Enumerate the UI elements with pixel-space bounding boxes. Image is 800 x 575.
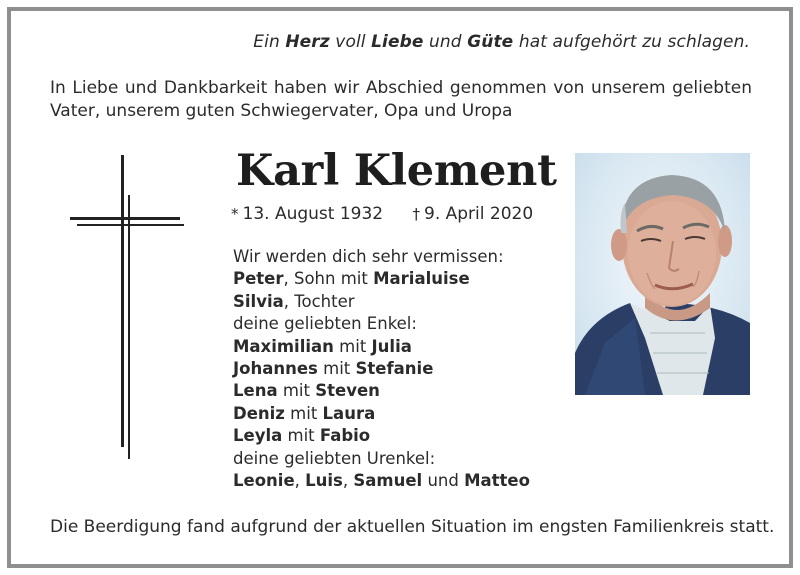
mourner-name: Johannes [233,359,318,379]
motto-word: hat aufgehört zu schlagen. [518,32,750,52]
death-date [413,204,534,224]
cross-stroke [70,217,180,220]
mourner-name: Stefanie [355,359,434,379]
mourner-name: Marialuise [373,269,470,289]
mourner-name: Peter [233,269,284,289]
mourners-list [233,246,530,492]
mourner-name: Silvia [233,291,284,311]
portrait-illustration [575,153,750,395]
mourner-line [233,268,530,290]
birth-date [231,204,383,224]
mourner-name: Leyla [233,426,283,446]
mourners-heading: Wir werden dich sehr vermissen: [233,247,504,266]
connector-word: mit [282,381,310,401]
mourner-line [233,358,530,380]
birth-star-icon: * [231,205,239,223]
mourner-name: Laura [322,403,376,423]
mourner-name: Matteo [464,471,530,491]
mourner-name: Fabio [319,426,371,446]
connector-word: mit [323,359,351,379]
motto [253,32,750,52]
motto-word: voll [335,32,366,52]
mourner-line [233,425,530,447]
mourner-line [233,291,530,313]
mourner-name: Samuel [353,471,423,491]
great-grandchildren-label: deine geliebten Urenkel: [233,448,436,468]
cross-stroke [121,155,124,447]
intro-text [50,77,752,123]
mourner-line [233,403,530,425]
death-date-text: 9. April 2020 [424,204,534,224]
motto-word-bold: Liebe [371,32,424,52]
mourner-line [233,336,530,358]
cross-stroke [77,224,184,226]
motto-word: und [429,32,462,52]
cross-stroke [128,195,130,459]
intro-line: Vater, unserem guten Schwiegervater, Opa und Uropa [50,101,513,121]
mourner-line: Leonie, Luis, Samuel und Matteo [233,471,530,491]
birth-date-text: 13. August 1932 [242,204,384,224]
mourner-name: Luis [305,471,343,491]
mourner-name: Deniz [233,403,285,423]
mourner-name: Steven [315,381,380,401]
mourner-relation: , Sohn mit [283,269,374,289]
portrait-photo [575,153,750,395]
motto-word: Ein [253,32,280,52]
deceased-name: Karl Klement [236,146,557,196]
grandchildren-label: deine geliebten Enkel: [233,314,417,334]
connector-word: mit [290,403,318,423]
life-dates [231,204,533,224]
mourner-line [233,380,530,402]
intro-line: In Liebe und Dankbarkeit haben wir Abschied genommen von unserem geliebten [50,78,752,98]
motto-word-bold: Güte [467,32,514,52]
connector-word: mit [287,426,315,446]
death-cross-icon: † [412,205,421,223]
mourner-relation: , Tochter [283,291,355,311]
funeral-note: Die Beerdigung fand aufgrund der aktuellen Situation im engsten Familienkreis statt. [50,517,775,537]
mourner-name: Maximilian [233,336,334,356]
mourner-name: Julia [371,336,412,356]
connector-word: und [427,471,459,491]
mourner-name: Lena [233,381,278,401]
motto-word-bold: Herz [285,32,330,52]
mourner-name: Leonie [233,471,295,491]
connector-word: mit [339,336,367,356]
